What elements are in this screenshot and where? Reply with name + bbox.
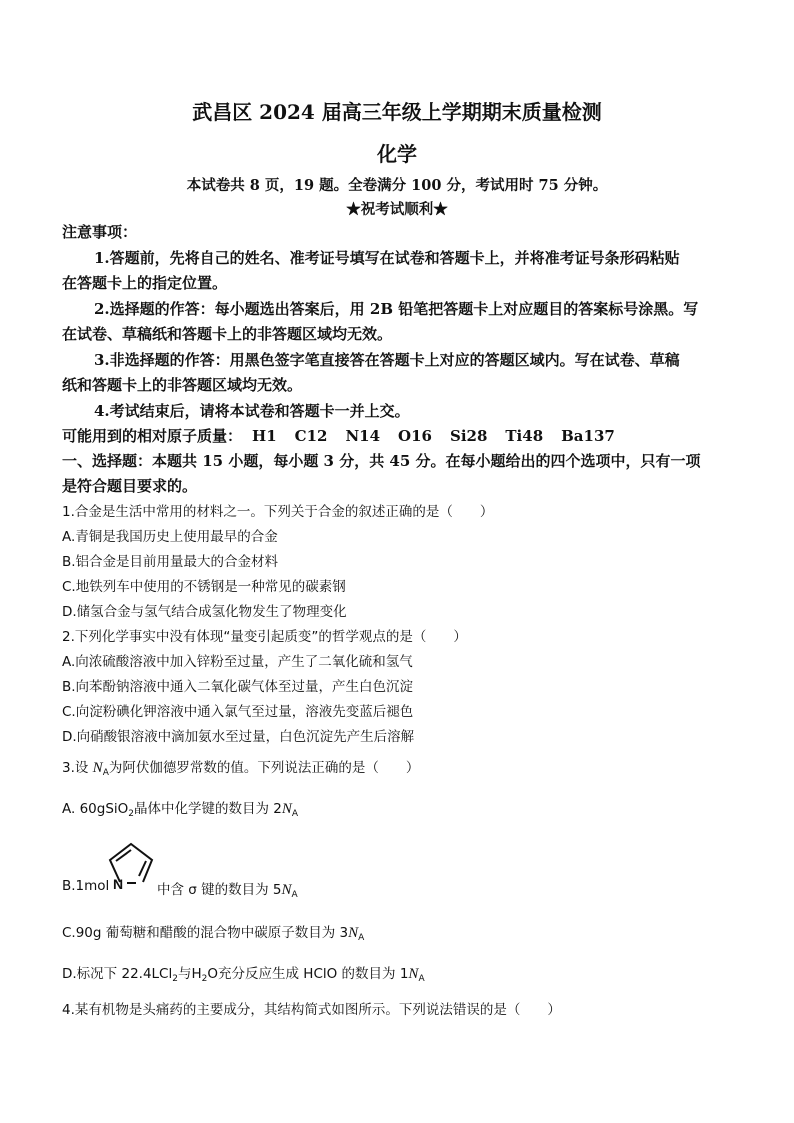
wish-line: ★祝考试顺利★ [346, 201, 448, 218]
atomic-mass: N14 [345, 427, 381, 445]
subscript-a: A [102, 768, 109, 778]
stem-text: 3.设 [62, 760, 93, 776]
option-text: O充分反应生成 HClO 的数目为 1 [207, 966, 409, 982]
option-c: C.地铁列车中使用的不锈钢是一种常见的碳素钢 [62, 579, 346, 595]
option-b: B.铝合金是目前用量最大的合金材料 [62, 554, 279, 570]
atomic-masses-label: 可能用到的相对原子质量： [62, 427, 243, 445]
subject-title: 化学 [377, 142, 417, 166]
option-c: C.向淀粉碘化钾溶液中通入氯气至过量，溶液先变蓝后褪色 [62, 704, 414, 720]
atomic-masses-line [62, 425, 615, 446]
notice-line: 纸和答题卡上的非答题区域均无效。 [62, 376, 303, 394]
symbol-n: N [348, 925, 359, 941]
section-heading-cont: 是符合题目要求的。 [62, 477, 198, 495]
option-text: A. 60gSiO [62, 801, 129, 817]
atomic-mass: Si28 [449, 427, 488, 445]
option-a: A.青铜是我国历史上使用最早的合金 [62, 529, 278, 545]
atomic-mass: O16 [398, 427, 432, 445]
option-text: B.1mol [62, 878, 110, 894]
subscript: 2 [128, 809, 135, 819]
subscript: 2 [172, 974, 178, 984]
option-text: C.90g 葡萄糖和醋酸的混合物中碳原子数目为 3 [62, 925, 349, 941]
atomic-mass: Ba137 [561, 427, 615, 445]
notice-line: 1.答题前，先将自己的姓名、准考证号填写在试卷和答题卡上，并将准考证号条形码粘贴 [94, 249, 680, 267]
exam-title: 武昌区 2024 届高三年级上学期期末质量检测 [192, 100, 602, 124]
option-text: 晶体中化学键的数目为 2 [134, 801, 282, 817]
subscript: 2 [201, 974, 208, 984]
option-a [62, 797, 298, 819]
notice-line: 在试卷、草稿纸和答题卡上的非答题区域均无效。 [62, 325, 393, 343]
symbol-n: N [281, 801, 292, 817]
subscript-a: A [358, 933, 365, 943]
notice-line: 3.非选择题的作答：用黑色签字笔直接答在答题卡上对应的答题区域内。写在试卷、草稿 [94, 351, 680, 369]
option-text: D.标况下 22.4LCl [62, 966, 173, 982]
notice-line: 4.考试结束后，请将本试卷和答题卡一并上交。 [94, 402, 410, 420]
subscript-a: A [418, 974, 425, 984]
option-c [62, 921, 364, 943]
exam-info: 本试卷共 8 页，19 题。全卷满分 100 分，考试用时 75 分钟。 [186, 177, 608, 194]
nitrogen-atom: N [113, 876, 124, 892]
subscript-a: A [291, 809, 299, 819]
section-heading: 一、选择题：本题共 15 小题，每小题 3 分，共 45 分。在每小题给出的四个选项中，只有一项 [62, 452, 701, 470]
stem-text: 为阿伏伽德罗常数的值。下列说法正确的是（ ） [108, 760, 420, 776]
symbol-n: N [408, 966, 419, 982]
option-d: D.储氢合金与氢气结合成氢化物发生了物理变化 [62, 604, 347, 620]
symbol-n: N [281, 882, 292, 898]
option-b [62, 878, 109, 894]
option-d: D.向硝酸银溶液中滴加氨水至过量，白色沉淀先产生后溶解 [62, 729, 415, 745]
atomic-mass: H1 [252, 427, 277, 445]
option-text: 与H [177, 966, 202, 982]
option-b-text [157, 878, 298, 900]
option-b: B.向苯酚钠溶液中通入二氧化碳气体至过量，产生白色沉淀 [62, 679, 414, 695]
notice-line: 2.选择题的作答：每小题选出答案后，用 2B 铅笔把答题卡上对应题目的答案标号涂黑。写 [94, 300, 699, 318]
question-stem: 1.合金是生活中常用的材料之一。下列关于合金的叙述正确的是（ ） [62, 504, 494, 520]
question-stem [62, 756, 419, 778]
option-a: A.向浓硫酸溶液中加入锌粉至过量，产生了二氧化硫和氢气 [62, 654, 413, 670]
atomic-mass: C12 [294, 427, 328, 445]
option-text: 中含 σ 键的数目为 5 [157, 882, 282, 898]
notice-line: 在答题卡上的指定位置。 [62, 274, 228, 292]
notice-heading: 注意事项： [62, 223, 138, 241]
option-d [62, 962, 425, 984]
subscript-a: A [291, 890, 298, 900]
atomic-mass: Ti48 [505, 427, 544, 445]
question-stem: 4.某有机物是头痛药的主要成分，其结构简式如图所示。下列说法错误的是（ ） [62, 1002, 561, 1018]
symbol-n: N [92, 760, 103, 776]
question-stem: 2.下列化学事实中没有体现“量变引起质变”的哲学观点的是（ ） [62, 629, 467, 645]
pyrrole-structure [102, 838, 160, 894]
